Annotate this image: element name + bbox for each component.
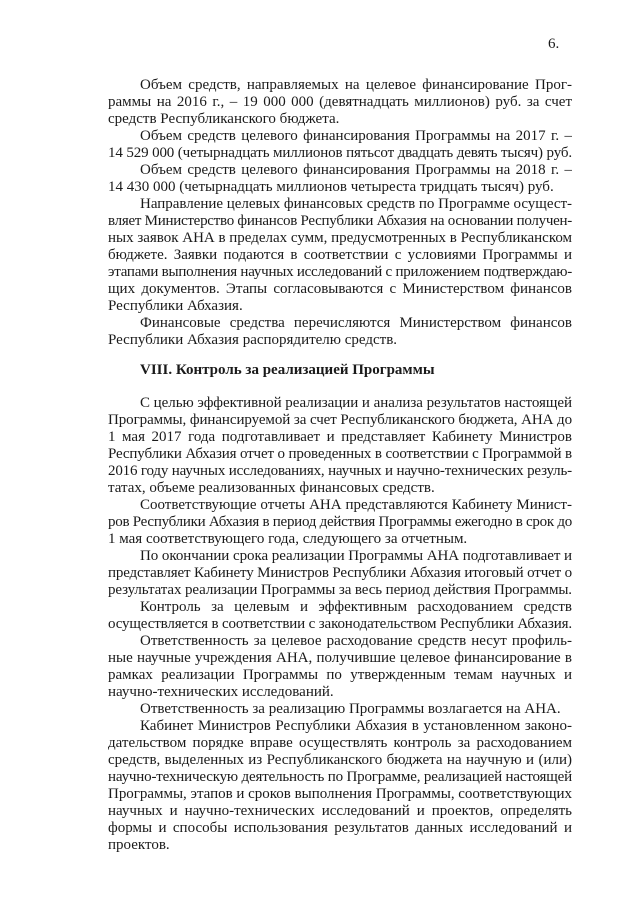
text-line-wrapper [108,633,572,650]
text-line-wrapper [108,179,572,196]
text-line-wrapper [108,701,572,718]
text-line: проектов. [108,837,170,853]
text-line-wrapper [108,820,572,837]
paragraph [108,599,572,633]
text-line: вляет Министерство финансов Республики Абхазия на основании получен- [108,213,572,229]
text-line-wrapper [108,650,572,667]
text-line-wrapper [108,548,572,565]
text-line: рамках реализации Программы по утвержденным темам научных и [108,667,572,683]
text-line: средств, выделенных из Республиканского бюджета на научную и (или) [108,752,572,768]
text-line-wrapper [108,395,572,412]
text-line: Ответственность за целевое расходование средств несут профиль- [140,633,572,649]
text-line: 2016 году научных исследованиях, научных и научно-технических резуль- [108,463,572,479]
text-line: татах, объеме реализованных финансовых средств. [108,480,435,496]
text-line-wrapper [108,412,572,429]
funding-section [108,77,572,349]
text-line: Объем средств целевого финансирования Программы на 2017 г. – [140,128,572,144]
text-line: 14 430 000 (четырнадцать миллионов четыреста тридцать тысяч) руб. [108,179,554,195]
text-line: По окончании срока реализации Программы АНА подготавливает и [140,548,572,564]
text-line-wrapper [108,111,572,128]
text-line: средств Республиканского бюджета. [108,111,340,127]
text-line: ров Республики Абхазия в период действия Программы ежегодно в срок до [108,514,572,530]
text-line-wrapper [108,332,572,349]
text-line-wrapper [108,667,572,684]
text-line: Республики Абхазия. [108,298,243,314]
paragraph [108,633,572,701]
text-line-wrapper [108,752,572,769]
text-line: С целью эффективной реализации и анализа результатов настоящей [140,395,572,411]
text-line: Республики Абхазия распорядителю средств. [108,332,398,348]
text-line-wrapper [108,298,572,315]
paragraph [108,315,572,349]
text-line: осуществляется в соответствии с законодательством Республики Абхазия. [108,616,572,632]
text-line-wrapper [108,281,572,298]
section-heading: VIII. Контроль за реализацией Программы [140,362,435,378]
text-line: щих документов. Этапы согласовываются с Министерством финансов [108,281,572,297]
text-line: научно-техническую деятельность по Программе, реализацией настоящей [108,769,572,785]
text-line-wrapper [108,480,572,497]
text-line-wrapper [108,94,572,111]
text-line: Направление целевых финансовых средств по Программе осущест- [140,196,572,212]
text-line: Программы, этапов и сроков выполнения Программы, соответствующих [108,786,572,802]
text-line-wrapper [108,230,572,247]
text-line-wrapper [108,446,572,463]
text-line-wrapper [108,247,572,264]
paragraph [108,395,572,497]
text-line-wrapper [108,599,572,616]
paragraph [108,548,572,599]
text-line-wrapper [108,315,572,332]
paragraph [108,77,572,128]
text-line: результатах реализации Программы за весь период действия Программы. [108,582,572,598]
text-line-wrapper [108,429,572,446]
text-line: представляет Кабинету Министров Республики Абхазия итоговый отчет о [108,565,572,581]
text-line-wrapper [108,196,572,213]
text-line-wrapper [108,769,572,786]
text-line: бюджете. Заявки подаются в соответствии с условиями Программы и [108,247,572,263]
text-line: Объем средств, направляемых на целевое финансирование Прог- [140,77,572,93]
text-line-wrapper [108,684,572,701]
text-line-wrapper [108,718,572,735]
text-line-wrapper [108,786,572,803]
text-line-wrapper [108,582,572,599]
text-line: Финансовые средства перечисляются Министерством финансов [140,315,572,331]
text-line: научно-технических исследований. [108,684,334,700]
paragraph [108,497,572,548]
text-line: формы и способы использования результатов данных исследований и [108,820,572,836]
text-line: раммы на 2016 г., – 19 000 000 (девятнадцать миллионов) руб. за счет [108,94,572,110]
page-number: 6. [548,36,560,52]
text-line-wrapper [108,531,572,548]
text-line-wrapper [108,803,572,820]
text-line: ные научные учреждения АНА, получившие целевое финансирование в [108,650,572,666]
paragraph [108,196,572,315]
text-line: Контроль за целевым и эффективным расходованием средств [140,599,572,615]
text-line-wrapper [108,514,572,531]
text-line-wrapper [108,213,572,230]
text-line: 1 мая соответствующего года, следующего за отчетным. [108,531,468,547]
text-line: 14 529 000 (четырнадцать миллионов пятьсот двадцать девять тысяч) руб. [108,145,572,161]
paragraph [108,128,572,162]
text-line-wrapper [108,497,572,514]
text-line: Соответствующие отчеты АНА представляются Кабинету Минист- [140,497,572,513]
text-line-wrapper [108,616,572,633]
text-line-wrapper [108,77,572,94]
text-line-wrapper [108,837,572,854]
text-line: дательством порядке вправе осуществлять контроль за расходованием [108,735,572,751]
text-line: этапами выполнения научных исследований с приложением подтверждаю- [108,264,572,280]
text-line-wrapper [108,735,572,752]
text-line: Программы, финансируемой за счет Республиканского бюджета, АНА до [108,412,572,428]
text-line: Республики Абхазия отчет о проведенных в соответствии с Программой в [108,446,572,462]
text-line: Объем средств целевого финансирования Программы на 2018 г. – [140,162,572,178]
text-line-wrapper [108,463,572,480]
text-line-wrapper [108,264,572,281]
text-line: ных заявок АНА в пределах сумм, предусмотренных в Республиканском [108,230,572,246]
text-line: Кабинет Министров Республики Абхазия в установленном законо- [140,718,572,734]
text-line-wrapper [108,565,572,582]
text-line: 1 мая 2017 года подготавливает и представляет Кабинету Министров [108,429,572,445]
paragraph [108,701,572,718]
control-section [108,395,572,854]
paragraph [108,162,572,196]
text-line-wrapper [108,162,572,179]
paragraph [108,718,572,854]
text-line: научных и научно-технических исследований и проектов, определять [108,803,572,819]
text-line: Ответственность за реализацию Программы возлагается на АНА. [140,701,561,717]
text-line-wrapper [108,145,572,162]
text-line-wrapper [108,128,572,145]
